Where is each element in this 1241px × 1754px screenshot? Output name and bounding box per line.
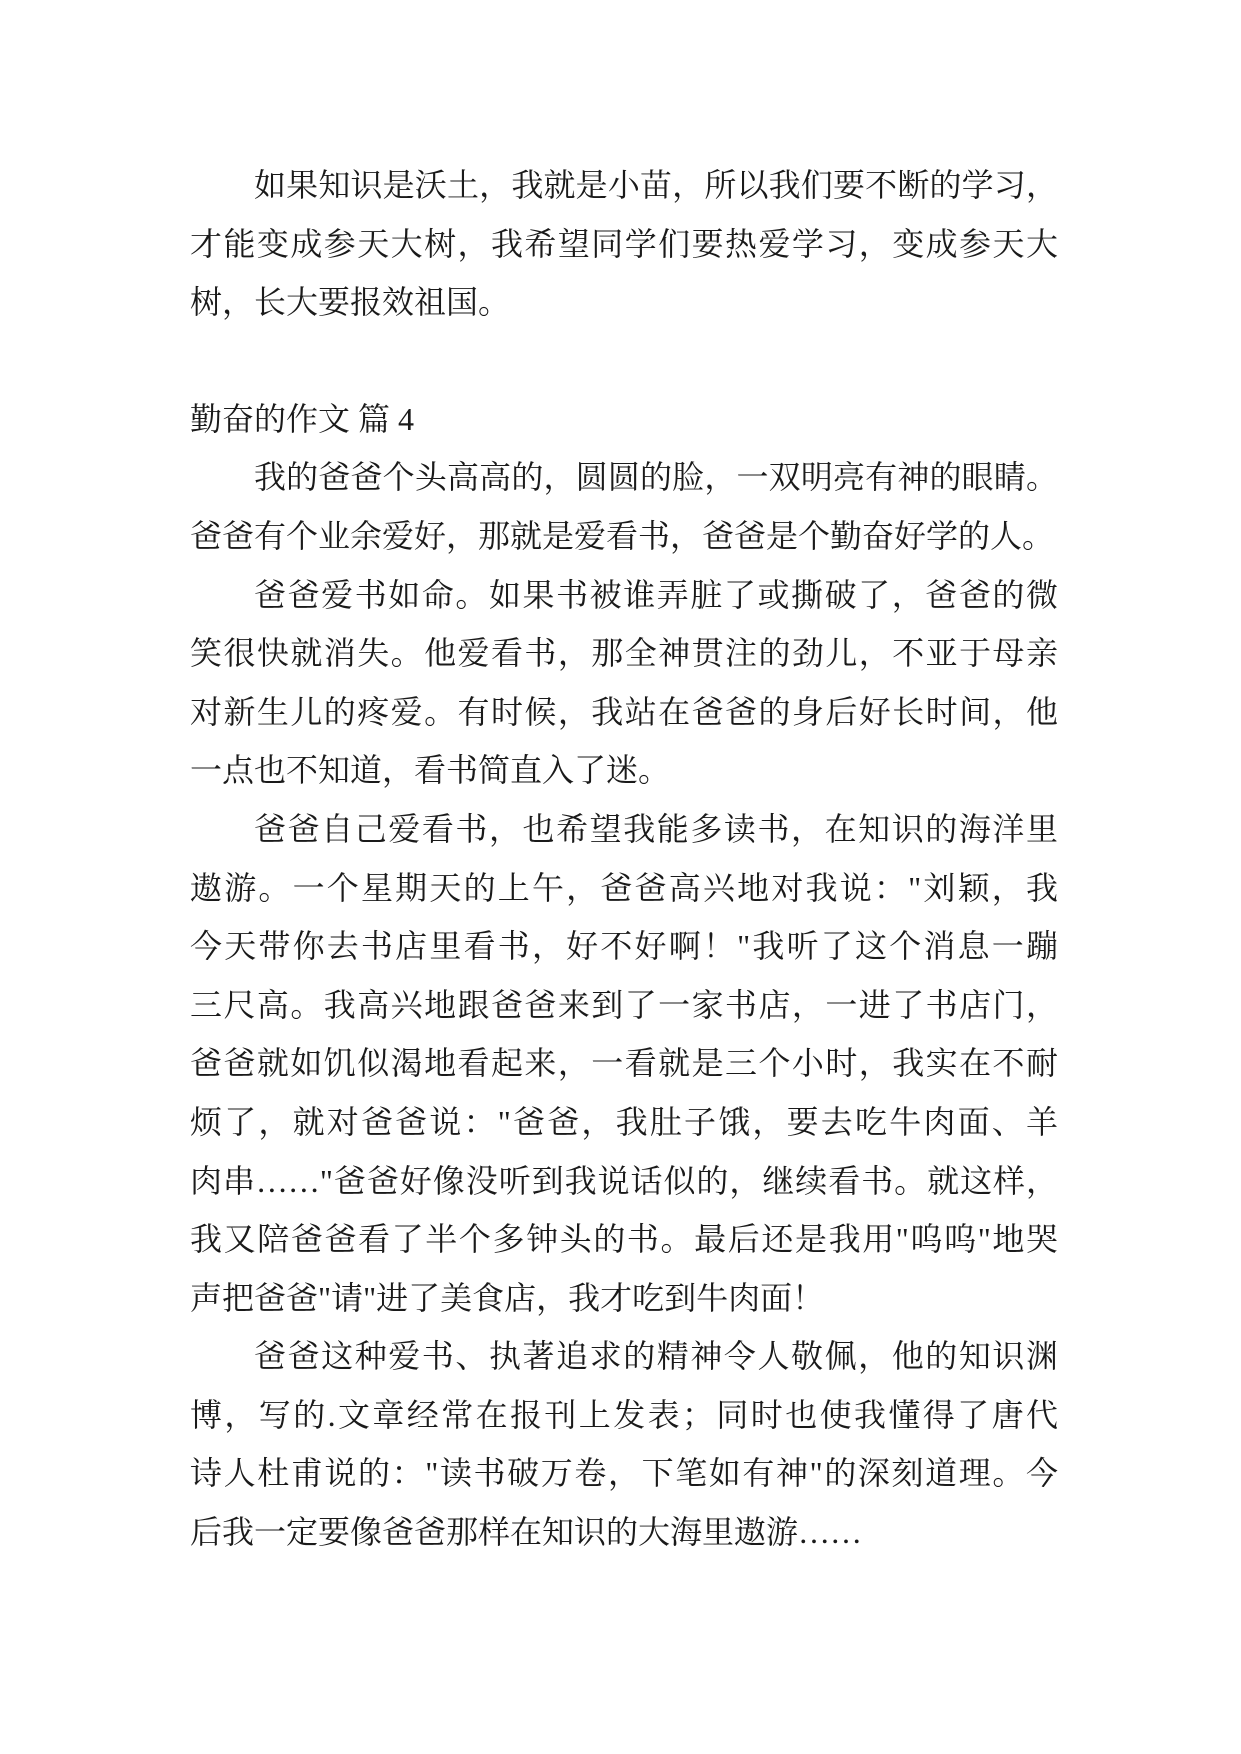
text-line: 才能变成参天大树，我希望同学们要热爱学习，变成参天大 bbox=[190, 225, 1058, 262]
text-line: 爸爸这种爱书、执著追求的精神令人敬佩，他的知识渊 bbox=[254, 1338, 1058, 1375]
text-line: 声把爸爸"请"进了美食店，我才吃到牛肉面！ bbox=[190, 1279, 825, 1316]
text-line: 一点也不知道，看书简直入了迷。 bbox=[190, 752, 671, 789]
document-body bbox=[190, 156, 1058, 1562]
text-line: 今天带你去书店里看书，好不好啊！"我听了这个消息一蹦 bbox=[190, 928, 1058, 965]
text-line: 树，长大要报效祖国。 bbox=[190, 284, 511, 321]
text-line: 遨游。一个星期天的上午，爸爸高兴地对我说："刘颖，我 bbox=[190, 869, 1058, 906]
essay-paragraph bbox=[190, 800, 1058, 1327]
text-line: 爸爸就如饥似渴地看起来，一看就是三个小时，我实在不耐 bbox=[190, 1045, 1058, 1082]
essay-paragraph bbox=[190, 566, 1058, 800]
intro-paragraph bbox=[190, 156, 1058, 332]
text-line: 我的爸爸个头高高的，圆圆的脸，一双明亮有神的眼睛。 bbox=[254, 459, 1058, 496]
text-line: 如果知识是沃土，我就是小苗，所以我们要不断的学习， bbox=[254, 167, 1058, 203]
text-line: 爸爸自己爱看书，也希望我能多读书，在知识的海洋里 bbox=[254, 810, 1058, 847]
text-line: 肉串……"爸爸好像没听到我说话似的，继续看书。就这样， bbox=[190, 1162, 1058, 1199]
text-line: 后我一定要像爸爸那样在知识的大海里遨游…… bbox=[190, 1514, 863, 1551]
text-line: 我又陪爸爸看了半个多钟头的书。最后还是我用"呜呜"地哭 bbox=[190, 1221, 1058, 1258]
text-line: 三尺高。我高兴地跟爸爸来到了一家书店，一进了书店门， bbox=[190, 986, 1058, 1023]
essay-paragraph bbox=[190, 448, 1058, 565]
text-line: 诗人杜甫说的："读书破万卷，下笔如有神"的深刻道理。今 bbox=[190, 1455, 1058, 1492]
text-line: 爸爸爱书如命。如果书被谁弄脏了或撕破了，爸爸的微 bbox=[254, 576, 1058, 613]
text-line: 爸爸有个业余爱好，那就是爱看书，爸爸是个勤奋好学的人。 bbox=[190, 517, 1055, 554]
essay-heading: 勤奋的作文 篇 4 bbox=[190, 400, 415, 437]
text-line: 对新生儿的疼爱。有时候，我站在爸爸的身后好长时间，他 bbox=[190, 693, 1058, 730]
text-line: 烦了，就对爸爸说："爸爸，我肚子饿，要去吃牛肉面、羊 bbox=[190, 1103, 1058, 1140]
text-line: 博，写的.文章经常在报刊上发表；同时也使我懂得了唐代 bbox=[190, 1396, 1058, 1433]
essay-paragraph bbox=[190, 1327, 1058, 1561]
text-line: 笑很快就消失。他爱看书，那全神贯注的劲儿，不亚于母亲 bbox=[190, 635, 1058, 672]
